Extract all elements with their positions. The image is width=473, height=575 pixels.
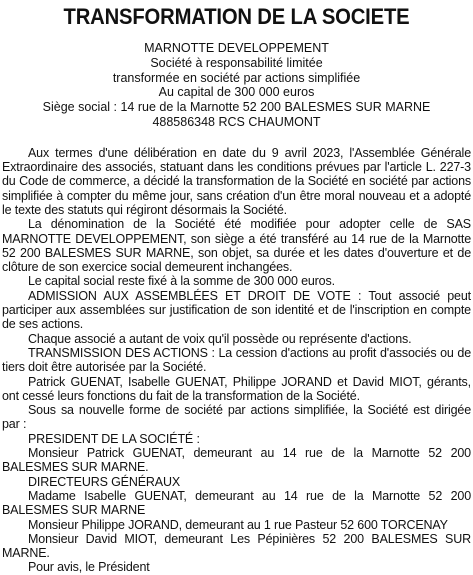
company-capital: Au capital de 300 000 euros [158,85,315,100]
paragraph-admission: ADMISSION AUX ASSEMBLÉES ET DROIT DE VOTE : Tout associé peut participer aux assemblées sur justification de son identité et de l'inscription en compte de ses actions. [2,288,471,332]
paragraph-voting: Chaque associé a autant de voix qu'il possède ou représente d'actions. [28,331,412,346]
signature-line: Pour avis, le Président [28,560,150,575]
paragraph-governance: Sous sa nouvelle forme de société par actions simplifiée, la Société est dirigée par : [2,403,471,432]
company-transformation: transformée en société par actions simplifiée [112,70,361,85]
paragraph-director-3: Monsieur David MIOT, demeurant Les Pépinières 52 200 BALESMES SUR MARNE. [2,531,471,561]
paragraph-director-1: Madame Isabelle GUENAT, demeurant au 14 rue de la Marnotte 52 200 BALESMES SUR MARNE [2,488,471,518]
paragraph-denomination: La dénomination de la Société été modifiée pour adopter celle de SAS MARNOTTE DEVELOPPEMENT, son siège a été transféré au 14 rue de la Marnotte 52 200 BALESMES SUR MARNE, son objet, sa durée et les dates d'ouverture et de clôture de son exercice social demeurent inchangées. [2,217,471,275]
company-registered-office: Siège social : 14 rue de la Marnotte 52 200 BALESMES SUR MARNE [42,100,431,115]
company-legal-form: Société à responsabilité limitée [150,55,323,70]
heading-president: PRESIDENT DE LA SOCIÉTÉ : [28,431,200,446]
paragraph-former-managers: Patrick GUENAT, Isabelle GUENAT, Philippe JORAND et David MIOT, gérants, ont cessé leurs fonctions du fait de la transformation de la Société. [2,374,471,403]
paragraph-director-2: Monsieur Philippe JORAND, demeurant au 1 rue Pasteur 52 600 TORCENAY [28,517,448,532]
company-header [2,41,471,130]
paragraph-transmission: TRANSMISSION DES ACTIONS : La cession d'actions au profit d'associés ou de tiers doit être autorisée par la Société. [2,345,471,375]
paragraph-deliberation: Aux termes d'une délibération en date du 9 avril 2023, l'Assemblée Générale Extraordinaire des associés, statuant dans les conditions prévues par l'article L. 227-3 du Code de commerce, a décidé la transformation de la Société en société par actions simplifiée à compter du même jour, sans création d'un être moral nouveau et a adopté le texte des statuts qui régiront désormais la Société. [2,145,471,217]
heading-directors: DIRECTEURS GÉNÉRAUX [28,474,181,489]
company-name: MARNOTTE DEVELOPPEMENT [144,41,329,55]
paragraph-president: Monsieur Patrick GUENAT, demeurant au 14 rue de la Marnotte 52 200 BALESMES SUR MARNE. [2,446,471,475]
paragraph-capital: Le capital social reste fixé à la somme de 300 000 euros. [28,274,335,289]
notice-title: TRANSFORMATION DE LA SOCIETE [63,4,410,29]
company-rcs-number: 488586348 RCS CHAUMONT [152,114,321,129]
notice-body [2,146,471,575]
